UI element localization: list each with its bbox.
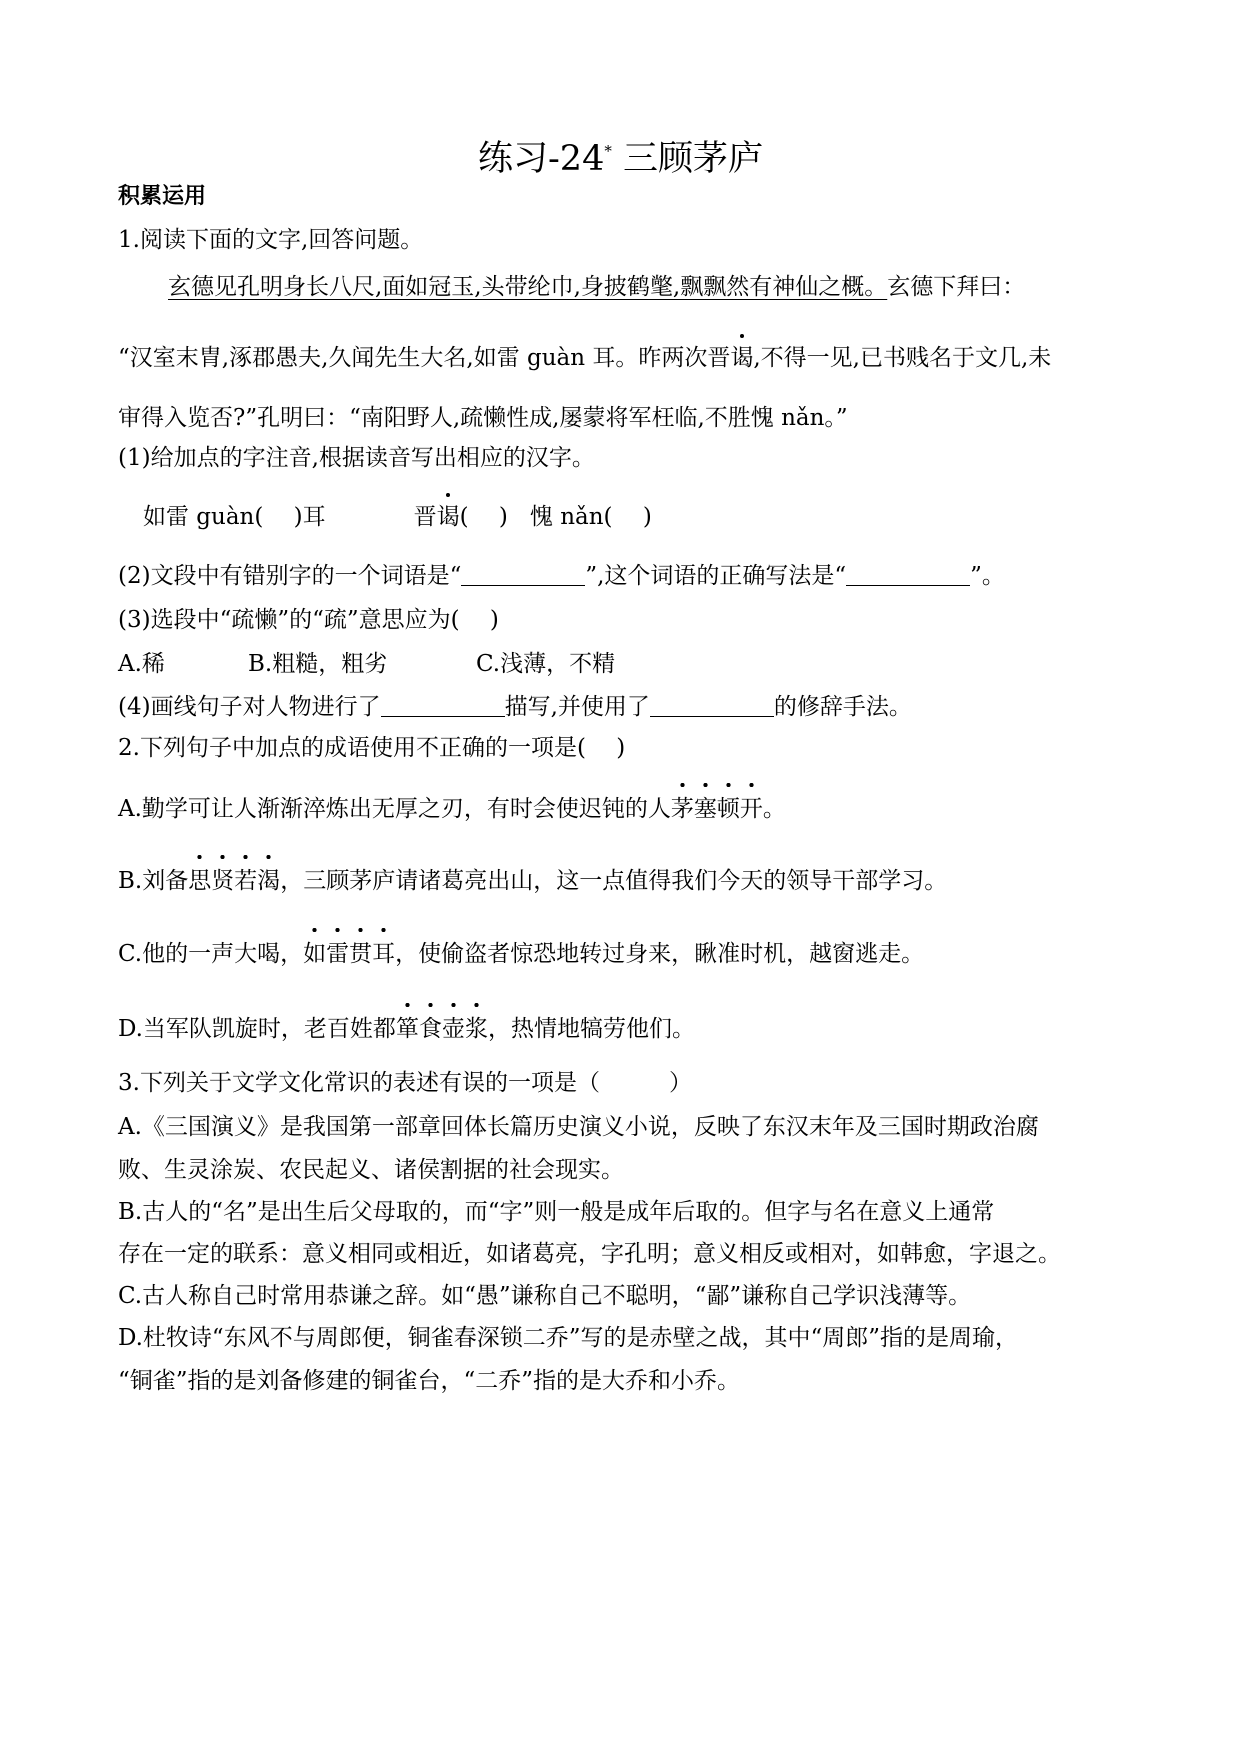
dotted-idiom: 茅塞顿开 — [671, 792, 763, 826]
q1-sub2 — [118, 559, 1005, 593]
answer-blank[interactable] — [650, 696, 774, 717]
q3-option-b-line-2: 存在一定的联系：意义相同或相近，如诸葛亮，字孔明；意义相反或相对，如韩愈，字退之。 — [118, 1241, 1061, 1267]
sub4-text: 描写,并使用了 — [504, 694, 650, 720]
fill-paren: ( ) — [459, 504, 508, 530]
q1-sub4 — [118, 690, 912, 724]
dotted-char: 谒 — [437, 500, 460, 534]
dotted-idiom: 箪食壶浆 — [396, 1012, 488, 1046]
q1-fill-in-row — [143, 500, 652, 534]
option-text: ，热情地犒劳他们。 — [487, 1016, 695, 1042]
fill-item-ye — [414, 504, 508, 530]
fill-item-guan: 如雷 guàn( )耳 — [143, 504, 326, 530]
sub4-text: (4)画线句子对人物进行了 — [118, 694, 381, 720]
page-title — [0, 128, 1241, 182]
option-c: C.浅薄，不精 — [476, 651, 616, 677]
q1-passage-line-3: 审得入览否?”孔明曰：“南阳野人,疏懒性成,屡蒙将军枉临,不胜愧 nǎn。” — [118, 405, 848, 431]
title-rest: 三顾茅庐 — [611, 139, 763, 179]
option-a: A.稀 — [118, 651, 165, 677]
q1-passage-line-2 — [118, 341, 1051, 375]
passage-text: ,不得一见,已书贱名于文几,未 — [753, 345, 1052, 371]
q3-option-d-line-2: “铜雀”指的是刘备修建的铜雀台，“二乔”指的是大乔和小乔。 — [118, 1368, 741, 1394]
answer-blank[interactable] — [461, 565, 585, 586]
q3-option-d-line-1: D.杜牧诗“东风不与周郎便，铜雀春深锁二乔”写的是赤壁之战，其中“周郎”指的是周瑜， — [118, 1325, 1018, 1351]
q2-option-c — [118, 937, 924, 971]
fill-text: 晋 — [413, 504, 437, 530]
title-asterisk: * — [604, 142, 612, 160]
answer-blank[interactable] — [381, 696, 505, 717]
q3-prompt: 3.下列关于文学文化常识的表述有误的一项是（ ） — [118, 1070, 692, 1096]
sub4-text: 的修辞手法。 — [773, 694, 912, 720]
fill-item-nan: 愧 nǎn( ) — [529, 504, 652, 530]
q3-option-b-line-1: B.古人的“名”是出生后父母取的，而“字”则一般是成年后取的。但字与名在意义上通常 — [118, 1199, 995, 1225]
sub2-text: ”。 — [970, 563, 1005, 589]
q2-option-d — [118, 1012, 695, 1046]
sub2-text: ”,这个词语的正确写法是“ — [585, 563, 847, 589]
q1-sub3-options — [118, 647, 615, 681]
option-text: 。 — [762, 796, 786, 822]
answer-blank[interactable] — [846, 565, 970, 586]
q1-sub1: (1)给加点的字注音,根据读音写出相应的汉字。 — [118, 445, 595, 471]
option-b: B.粗糙，粗劣 — [248, 651, 388, 677]
option-text: D.当军队凯旋时，老百姓都 — [118, 1016, 396, 1042]
q1-sub3: (3)选段中“疏懒”的“疏”意思应为( ) — [118, 607, 499, 633]
dotted-char: 谒 — [730, 341, 753, 375]
option-text: B.刘备 — [118, 868, 189, 894]
section-heading: 积累运用 — [118, 184, 207, 209]
option-text: C.他的一声大喝， — [118, 941, 304, 967]
option-text: A.勤学可让人渐渐淬炼出无厚之刃，有时会使迟钝的人 — [118, 796, 671, 822]
q2-prompt: 2.下列句子中加点的成语使用不正确的一项是( ) — [118, 735, 626, 761]
q3-option-c-line-1: C.古人称自己时常用恭谦之辞。如“愚”谦称自己不聪明，“鄙”谦称自己学识浅薄等。 — [118, 1283, 972, 1309]
option-text: ，三顾茅庐请诸葛亮出山，这一点值得我们今天的领导干部学习。 — [280, 868, 948, 894]
q3-option-a-line-2: 败、生灵涂炭、农民起义、诸侯割据的社会现实。 — [118, 1157, 624, 1183]
q1-passage-line-1 — [168, 270, 1025, 304]
q2-option-b — [118, 864, 947, 898]
dotted-idiom: 如雷贯耳 — [303, 937, 395, 971]
dotted-idiom: 思贤若渴 — [188, 864, 280, 898]
passage-text: “汉室末胄,涿郡愚夫,久闻先生大名,如雷 guàn 耳。昨两次晋 — [118, 345, 731, 371]
underlined-sentence: 玄德见孔明身长八尺,面如冠玉,头带纶巾,身披鹤氅,飘飘然有神仙之概。 — [168, 274, 888, 300]
title-main: 练习-24 — [477, 139, 605, 179]
q2-option-a — [118, 792, 786, 826]
option-text: ，使偷盗者惊恐地转过身来，瞅准时机，越窗逃走。 — [395, 941, 925, 967]
q3-option-a-line-1: A.《三国演义》是我国第一部章回体长篇历史演义小说，反映了东汉末年及三国时期政治腐 — [118, 1114, 1039, 1140]
passage-text: 玄德下拜曰： — [887, 274, 1026, 300]
q1-prompt: 1.阅读下面的文字,回答问题。 — [118, 227, 424, 253]
sub2-text: (2)文段中有错别字的一个词语是“ — [118, 563, 462, 589]
